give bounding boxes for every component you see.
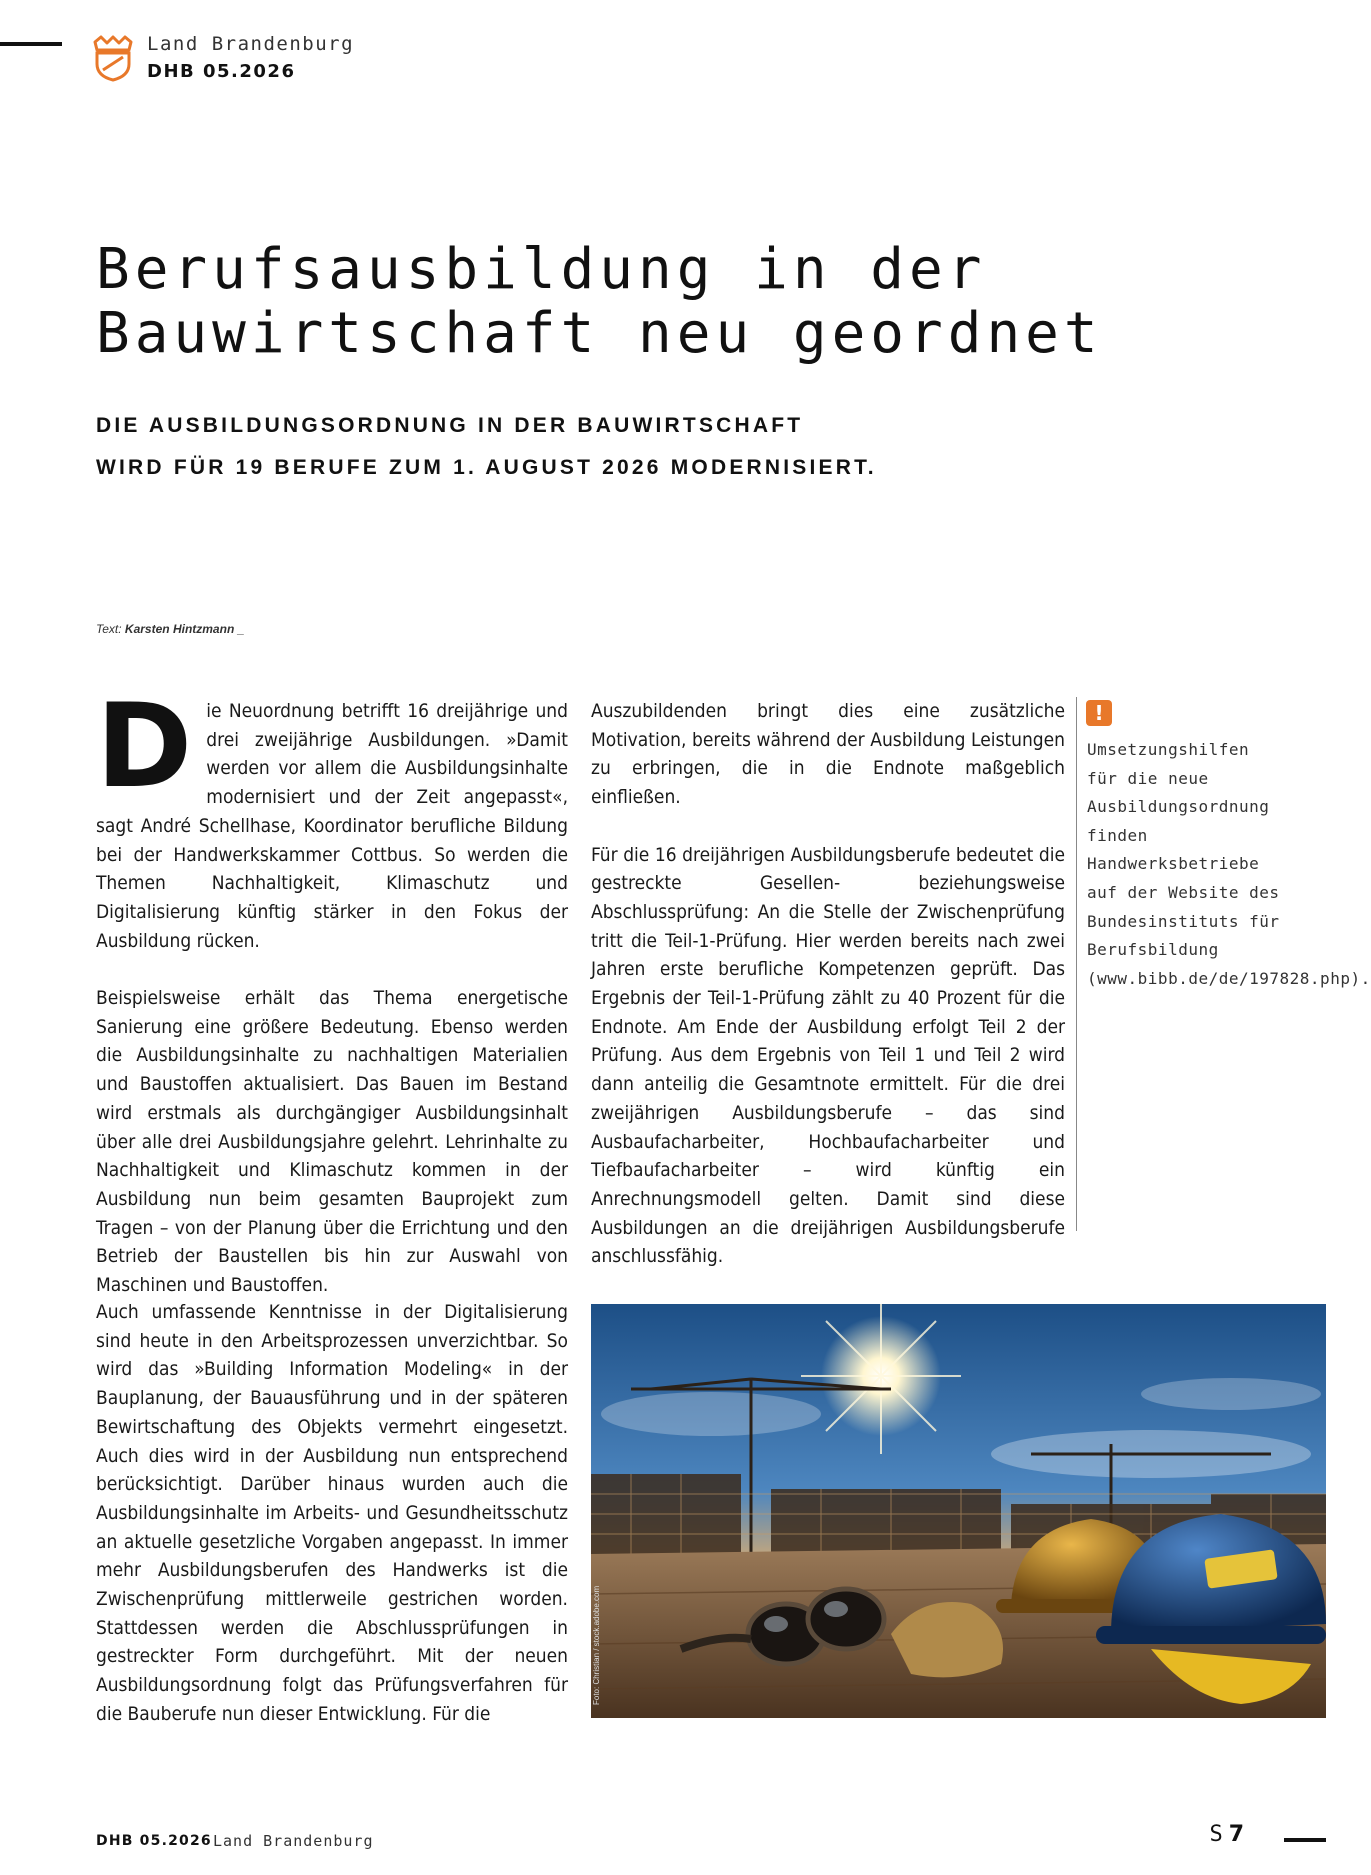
exclamation-icon: !	[1086, 700, 1112, 726]
page-number	[1209, 1822, 1244, 1847]
header-rule	[0, 42, 62, 46]
paragraph-1	[96, 679, 568, 955]
paragraph-4: Auszubildenden bringt dies eine zusätzliche Motivation, bereits während der Ausbildung Leistungen zu erbringen, die in die Endnote maßgeblich einfließen.	[591, 700, 1065, 809]
dropcap: D	[96, 679, 193, 814]
page-number-value: 7	[1228, 1822, 1244, 1847]
photo-credit: Foto: Christian / stock.adobe.com	[592, 1585, 601, 1705]
paragraph-1-text: ie Neuordnung betrifft 16 dreijährige und drei zweijährige Ausbildungen. »Damit werden vor allem die Ausbildungsinhalte modernisiert und der Zeit angepasst«, sagt André Schellhase, Koordinator berufliche Bildung bei der Handwerkskammer Cottbus. So werden die Themen Nachhaltigkeit, Klimaschutz und Digitalisierung künftig stärker in den Fokus der Ausbildung rücken.	[96, 700, 568, 952]
footer-issue: DHB 05.2026	[96, 1833, 212, 1849]
column-middle	[591, 697, 1065, 1300]
header-issue: DHB 05.2026	[147, 61, 296, 82]
header-region: Land Brandenburg	[147, 33, 355, 55]
footer-rule	[1284, 1838, 1326, 1842]
sidebar-rule	[1076, 697, 1077, 1231]
paragraph-3: Auch umfassende Kenntnisse in der Digitalisierung sind heute in den Arbeitsprozessen unverzichtbar. So wird das »Building Information Modeling« in der Bauplanung, der Bauausführung und in der späteren Bewirtschaftung des Objekts vermehrt eingesetzt. Auch dies wird in der Ausbildung nun entsprechend berücksichtigt. Darüber hinaus wurden auch die Ausbildungsinhalte im Arbeits- und Gesundheitsschutz an aktuelle gesetzliche Vorgaben angepasst. In immer mehr Ausbildungsberufen des Handwerks ist die Zwischenprüfung mittlerweile gestrichen worden. Stattdessen werden die Abschlussprüfungen in gestreckter Form durchgeführt. Mit der neuen Ausbildungsordnung folgt das Prüfungsverfahren für die Bauberufe nun dieser Entwicklung. Für die	[96, 1301, 568, 1725]
column-left-top	[96, 679, 568, 1328]
brandenburg-crest-icon	[92, 34, 134, 82]
paragraph-2: Beispielsweise erhält das Thema energetische Sanierung eine größere Bedeutung. Ebenso werden die Ausbildungsinhalte zu nachhaltigen Materialien und Baustoffen aktualisiert. Das Bauen im Bestand wird erstmals als durchgängiger Ausbildungsinhalt über alle drei Ausbildungsjahre gelehrt. Lehrinhalte zu Nachhaltigkeit und Klimaschutz kommen in der Ausbildung nun beim gesamten Bauprojekt zum Tragen – von der Planung über die Errichtung und den Betrieb der Baustellen bis hin zur Auswahl von Maschinen und Baustoffen.	[96, 987, 568, 1297]
article-subtitle	[96, 405, 956, 489]
author-credit	[96, 622, 244, 636]
paragraph-5: Für die 16 dreijährigen Ausbildungsberufe bedeutet die gestreckte Gesellen- beziehungsweise Abschlussprüfung: An die Stelle der Zwischenprüfung tritt die Teil-1-Prüfung. Hier werden bereits nach zwei Jahren erste berufliche Kompetenzen geprüft. Das Ergebnis der Teil-1-Prüfung zählt zu 40 Prozent für die Endnote. Am Ende der Ausbildung erfolgt Teil 2 der Prüfung. Aus dem Ergebnis von Teil 1 und Teil 2 wird dann anteilig die Gesamtnote ermittelt. Für die drei zweijährigen Ausbildungsberufe – das sind Ausbaufacharbeiter, Hochbaufacharbeiter und Tiefbaufacharbeiter – wird künftig ein Anrechnungsmodell gelten. Damit sind diese Ausbildungen an die dreijährigen Ausbildungsberufe anschlussfähig.	[591, 843, 1065, 1268]
construction-site-photo	[591, 1304, 1326, 1718]
subtitle-line-2: WIRD FÜR 19 BERUFE ZUM 1. AUGUST 2026 MODERNISIERT.	[96, 456, 877, 479]
credit-label: Text:	[96, 622, 122, 636]
footer-region: Land Brandenburg	[213, 1832, 374, 1850]
sidebar-note: Umsetzungshilfen für die neue Ausbildungsordnung finden Handwerksbetriebe auf der Website des Bundesinstituts für Berufsbildung (www.bibb.de/de/197828.php).	[1087, 740, 1371, 988]
credit-author: Karsten Hintzmann _	[124, 622, 245, 636]
column-left-bottom	[96, 1298, 568, 1757]
page-prefix: S	[1209, 1822, 1223, 1847]
article-title: Berufsausbildung in der Bauwirtschaft neu geordnet	[96, 237, 1103, 366]
subtitle-line-1: DIE AUSBILDUNGSORDNUNG IN DER BAUWIRTSCHAFT	[96, 414, 804, 437]
